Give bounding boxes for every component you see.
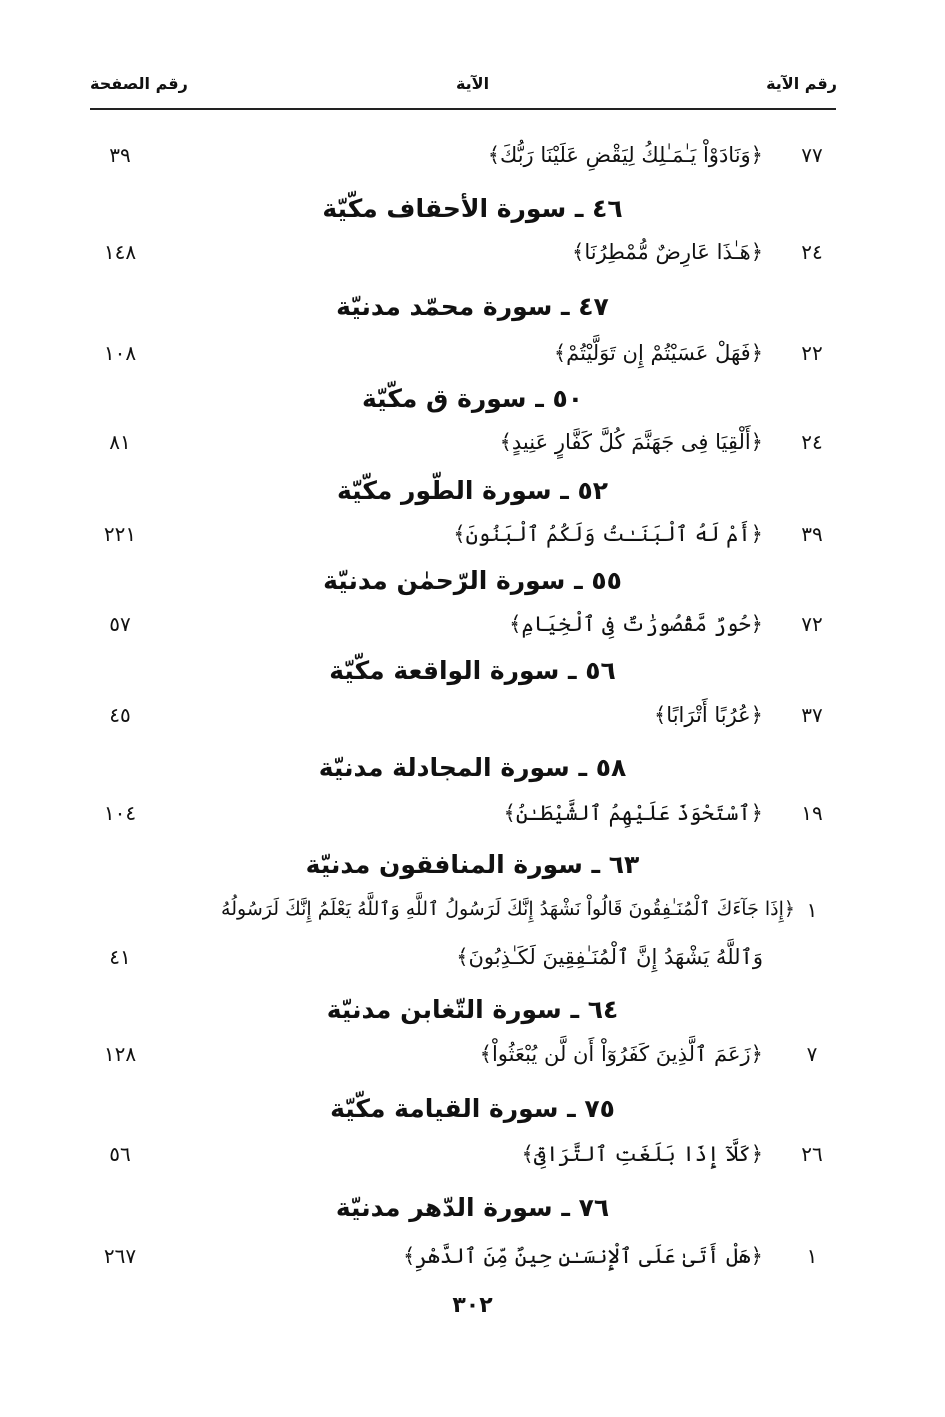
verse-text: ﴿عُرُبًا أَتْرَابًا﴾ (654, 703, 763, 727)
surah-heading: ٧٦ ـ سورة الدّهر مدنيّة (335, 1193, 610, 1222)
verse-number: ٧٢ (801, 612, 823, 636)
verse-text: ﴿زَعَمَ ٱلَّذِينَ كَفَرُوٓاْ أَن لَّن يُبْعَثُواْ﴾ (479, 1042, 763, 1066)
verse-text-line2: وَٱللَّهُ يَشْهَدُ إِنَّ ٱلْمُنَـٰفِقِينَ لَكَـٰذِبُونَ﴾ (456, 945, 763, 969)
verse-text: ﴿كَلَّآ إِذَا بَلَغَتِ ٱلتَّرَاقِىَ﴾ (521, 1142, 763, 1166)
page-number: ٤١ (109, 945, 131, 969)
page-number: ٨١ (109, 430, 131, 454)
surah-heading: ٥٥ ـ سورة الرّحمٰن مدنيّة (323, 566, 622, 595)
page-number: ٥٧ (109, 612, 131, 636)
surah-heading: ٥٠ ـ سورة ق مكّيّة (361, 384, 584, 413)
page-number: ١٠٨ (103, 341, 137, 365)
surah-heading: ٥٨ ـ سورة المجادلة مدنيّة (318, 753, 627, 782)
verse-number: ٣٧ (801, 703, 823, 727)
verse-number: ٧ (806, 1042, 818, 1066)
verse-text-line1: ﴿إِذَا جَآءَكَ ٱلْمُنَـٰفِقُونَ قَالُواْ نَشْهَدُ إِنَّكَ لَرَسُولُ ٱللَّهِ وَٱللَّهُ يَعْلَمُ إِنَّكَ لَرَسُولُهُ (221, 898, 795, 920)
verse-number: ١ (806, 1244, 818, 1268)
surah-heading: ٤٧ ـ سورة محمّد مدنيّة (336, 292, 609, 321)
verse-text: ﴿هَلْ أَتَىٰ عَلَى ٱلْإِنسَـٰنِ حِينٌ مِّنَ ٱلدَّهْرِ﴾ (403, 1244, 763, 1268)
surah-heading: ٦٤ ـ سورة التّغابن مدنيّة (326, 995, 619, 1024)
surah-heading: ٦٣ ـ سورة المنافقون مدنيّة (305, 850, 640, 879)
verse-number: ٢٦ (801, 1142, 823, 1166)
header-verse: الآية (455, 74, 490, 93)
header-verse-number: رقم الآية (766, 74, 837, 93)
page-number: ٢٢١ (103, 522, 137, 546)
page-number: ٥٦ (109, 1142, 131, 1166)
verse-number: ٧٧ (801, 143, 823, 167)
page-number: ١٠٤ (103, 801, 137, 825)
page-number: ١٤٨ (103, 240, 137, 264)
verse-text: ﴿أَلْقِيَا فِى جَهَنَّمَ كُلَّ كَفَّارٍ عَنِيدٍ﴾ (499, 430, 763, 454)
verse-number: ٢٢ (801, 341, 823, 365)
page-number: ٢٦٧ (103, 1244, 137, 1268)
verse-text: ﴿فَهَلْ عَسَيْتُمْ إِن تَوَلَّيْتُمْ﴾ (553, 341, 763, 365)
verse-text: ﴿حُورٌ مَّقْصُورَٰتٌ فِى ٱلْخِيَامِ﴾ (509, 612, 763, 636)
verse-number: ٣٩ (801, 522, 823, 546)
surah-heading: ٧٥ ـ سورة القيامة مكّيّة (330, 1094, 615, 1123)
page-number: ٣٩ (109, 143, 131, 167)
verse-number: ٢٤ (801, 430, 823, 454)
surah-heading: ٥٦ ـ سورة الواقعة مكّيّة (329, 656, 616, 685)
verse-number: ٢٤ (801, 240, 823, 264)
verse-text: ﴿هَـٰذَا عَارِضٌ مُّمْطِرُنَا﴾ (572, 240, 763, 264)
verse-text: ﴿ٱسْتَحْوَذَ عَلَيْهِمُ ٱلشَّيْطَـٰنُ﴾ (503, 801, 763, 825)
verse-number: ١ (806, 898, 818, 922)
page-number: ٤٥ (109, 703, 131, 727)
verse-text: ﴿وَنَادَوْاْ يَـٰمَـٰلِكُ لِيَقْضِ عَلَيْنَا رَبُّكَ﴾ (487, 143, 763, 167)
header-rule (90, 108, 836, 110)
page-folio: ٣٠٢ (452, 1293, 493, 1318)
verse-text: ﴿أَمْ لَهُ ٱلْبَنَـٰتُ وَلَكُمُ ٱلْبَنُونَ﴾ (453, 522, 763, 546)
verse-number: ١٩ (801, 801, 823, 825)
page-number: ١٢٨ (103, 1042, 137, 1066)
surah-heading: ٥٢ ـ سورة الطّور مكّيّة (336, 476, 609, 505)
surah-heading: ٤٦ ـ سورة الأحقاف مكّيّة (322, 194, 623, 223)
header-page-number: رقم الصفحة (90, 74, 188, 93)
